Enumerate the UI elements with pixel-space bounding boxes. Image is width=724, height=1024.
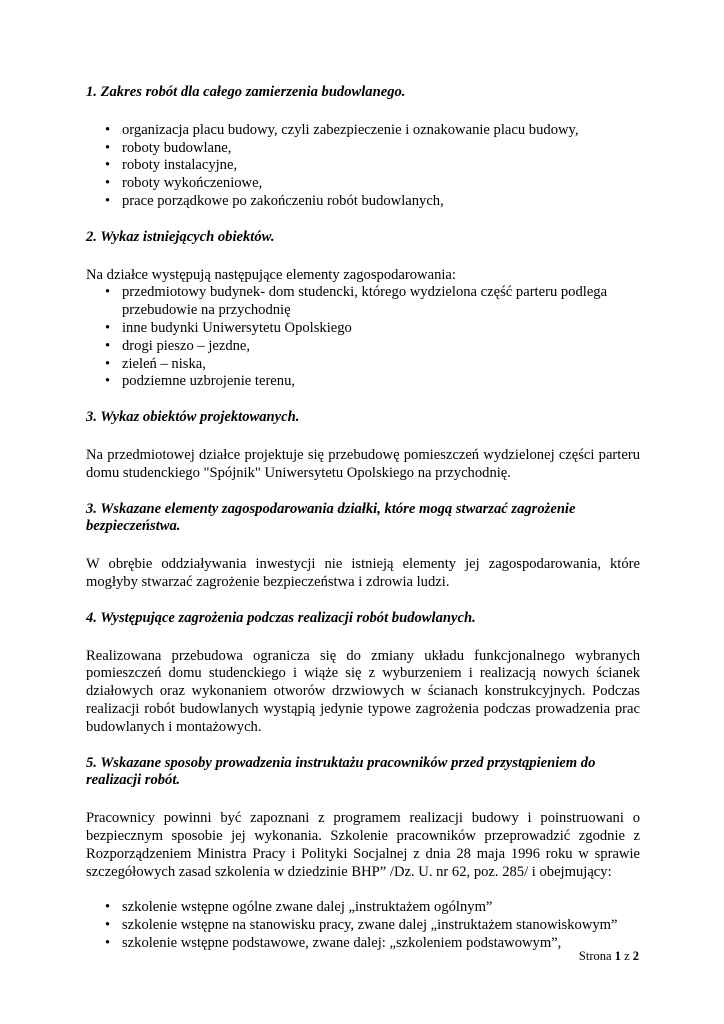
list-item: • roboty budowlane, (105, 139, 232, 156)
section-4-heading: 4. Występujące zagrożenia podczas realizacji robót budowlanych. (86, 609, 476, 626)
bullet-icon: • (105, 139, 111, 156)
bullet-icon: • (105, 284, 111, 301)
bullet-icon: • (105, 899, 111, 916)
section-2-heading: 2. Wykaz istniejących obiektów. (86, 228, 275, 245)
page-footer (579, 949, 639, 964)
bullet-icon: • (105, 192, 111, 209)
bullet-icon: • (105, 157, 111, 174)
footer-page-number: 1 (614, 949, 621, 963)
list-item: • szkolenie wstępne ogólne zwane dalej „instruktażem ogólnym” (105, 899, 493, 916)
list-item: • organizacja placu budowy, czyli zabezpieczenie i oznakowanie placu budowy, (105, 121, 579, 138)
section-3b-text: W obrębie oddziaływania inwestycji nie istnieją elementy jej zagospodarowania, które mogłyby stwarzać zagrożenie bezpieczeństwa i zdrowia ludzi. (86, 556, 640, 590)
section-2-list (86, 284, 640, 391)
list-item: • inne budynki Uniwersytetu Opolskiego (105, 319, 352, 336)
bullet-icon: • (105, 175, 111, 192)
list-item: • roboty wykończeniowe, (105, 175, 263, 192)
section-5-heading: 5. Wskazane sposoby prowadzenia instruktażu pracowników przed przystąpieniem do realizacji robót. (86, 754, 596, 789)
list-item: • szkolenie wstępne na stanowisku pracy, zwane dalej „instruktażem stanowiskowym” (105, 917, 618, 934)
section-1-list (86, 122, 640, 211)
list-item: • przedmiotowy budynek- dom studencki, którego wydzielona część parteru podlega przebudowie na przychodnię (105, 284, 608, 319)
list-item: • podziemne uzbrojenie terenu, (105, 373, 296, 390)
bullet-icon: • (105, 319, 111, 336)
list-item: • roboty instalacyjne, (105, 157, 238, 174)
section-1-heading: 1. Zakres robót dla całego zamierzenia budowlanego. (86, 84, 406, 100)
list-item: • szkolenie wstępne podstawowe, zwane dalej: „szkoleniem podstawowym”, (105, 934, 562, 951)
footer-total-pages: 2 (632, 949, 639, 963)
section-2-intro: Na działce występują następujące elementy zagospodarowania: (86, 266, 456, 283)
bullet-icon: • (105, 373, 111, 390)
list-item: • zieleń – niska, (105, 355, 206, 372)
section-5-list (86, 899, 640, 952)
section-3b-heading: 3. Wskazane elementy zagospodarowania działki, które mogą stwarzać zagrożenie bezpieczeństwa. (86, 500, 576, 535)
document-body (86, 84, 640, 953)
list-item: • prace porządkowe po zakończeniu robót budowlanych, (105, 192, 444, 209)
section-3-text: Na przedmiotowej działce projektuje się przebudowę pomieszczeń wydzielonej części parteru domu studenckiego "Spójnik" Uniwersytetu Opolskiego na przychodnię. (86, 446, 640, 481)
section-3-heading: 3. Wykaz obiektów projektowanych. (86, 409, 300, 426)
section-5-text: Pracownicy powinni być zapoznani z programem realizacji budowy i poinstruowani o bezpiecznym sposobie jej wykonania. Szkolenie pracowników przeprowadzić zgodnie z Rozporządzeniem Ministra Pracy i Polityki Socjalnej z dnia 28 maja 1996 roku w sprawie szczegółowych zasad szkolenia w dziedzinie BHP” /Dz. U. nr 62, poz. 285/ i obejmujący: (86, 810, 640, 880)
bullet-icon: • (105, 355, 111, 372)
footer-label: Strona (578, 949, 612, 963)
bullet-icon: • (105, 934, 111, 951)
section-4-text: Realizowana przebudowa ogranicza się do zmiany układu funkcjonalnego wybranych pomieszczeń domu studenckiego i wiąże się z wyburzeniem i realizacją nowych ścianek działowych oraz wykonaniem otworów drzwiowych w ścianach konstrukcyjnych. Podczas realizacji robót budowlanych wystąpią jedynie typowe zagrożenia podczas prowadzenia prac budowlanych i montażowych. (86, 647, 640, 735)
list-item: • drogi pieszo – jezdne, (105, 337, 251, 354)
footer-separator: z (624, 949, 630, 963)
bullet-icon: • (105, 337, 111, 354)
bullet-icon: • (105, 917, 111, 934)
bullet-icon: • (105, 121, 111, 138)
